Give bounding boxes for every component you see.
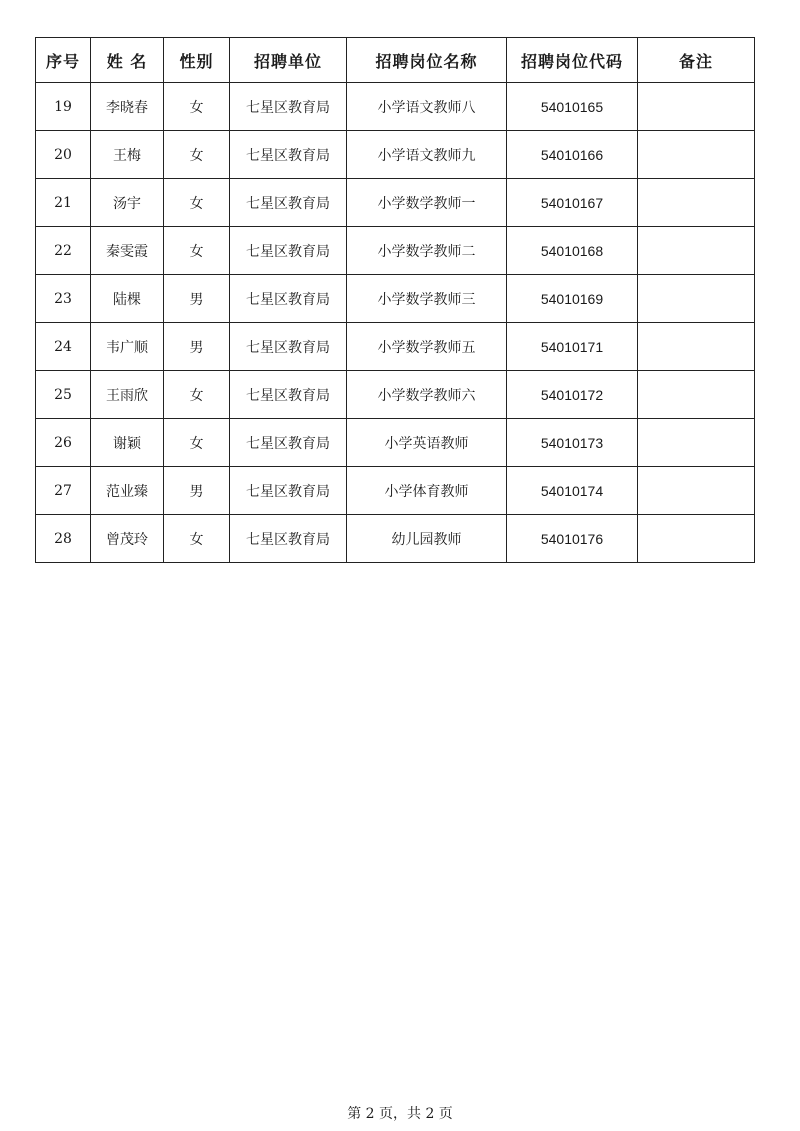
- cell-code: 54010176: [507, 515, 638, 563]
- cell-gender: 男: [164, 467, 230, 515]
- header-gender: 性别: [164, 38, 230, 83]
- cell-seq: 20: [36, 131, 91, 179]
- cell-note: [638, 275, 755, 323]
- cell-seq: 24: [36, 323, 91, 371]
- table-row: [36, 179, 755, 227]
- recruitment-table: [35, 37, 755, 563]
- cell-gender: 男: [164, 275, 230, 323]
- table-row: [36, 131, 755, 179]
- table-row: [36, 275, 755, 323]
- cell-name: 李晓春: [91, 83, 164, 131]
- cell-unit: 七星区教育局: [230, 467, 347, 515]
- page-number-footer: 第 2 页，共 2 页: [347, 1106, 453, 1122]
- table-row: [36, 515, 755, 563]
- cell-code: 54010167: [507, 179, 638, 227]
- cell-seq: 27: [36, 467, 91, 515]
- cell-unit: 七星区教育局: [230, 371, 347, 419]
- cell-position: 幼儿园教师: [347, 515, 507, 563]
- cell-name: 谢颖: [91, 419, 164, 467]
- cell-gender: 女: [164, 419, 230, 467]
- cell-code: 54010172: [507, 371, 638, 419]
- cell-unit: 七星区教育局: [230, 227, 347, 275]
- cell-unit: 七星区教育局: [230, 515, 347, 563]
- cell-name: 范业臻: [91, 467, 164, 515]
- cell-position: 小学体育教师: [347, 467, 507, 515]
- table-row: [36, 227, 755, 275]
- cell-seq: 25: [36, 371, 91, 419]
- table-header-row: [36, 38, 755, 83]
- cell-code: 54010174: [507, 467, 638, 515]
- cell-gender: 女: [164, 227, 230, 275]
- cell-code: 54010165: [507, 83, 638, 131]
- cell-unit: 七星区教育局: [230, 179, 347, 227]
- cell-gender: 女: [164, 371, 230, 419]
- cell-seq: 21: [36, 179, 91, 227]
- cell-seq: 23: [36, 275, 91, 323]
- cell-note: [638, 227, 755, 275]
- cell-gender: 女: [164, 83, 230, 131]
- cell-gender: 女: [164, 179, 230, 227]
- cell-code: 54010173: [507, 419, 638, 467]
- cell-unit: 七星区教育局: [230, 131, 347, 179]
- cell-seq: 26: [36, 419, 91, 467]
- cell-position: 小学数学教师二: [347, 227, 507, 275]
- header-note: 备注: [638, 38, 755, 83]
- cell-code: 54010171: [507, 323, 638, 371]
- cell-seq: 28: [36, 515, 91, 563]
- cell-position: 小学语文教师九: [347, 131, 507, 179]
- table-row: [36, 467, 755, 515]
- cell-code: 54010168: [507, 227, 638, 275]
- cell-position: 小学语文教师八: [347, 83, 507, 131]
- cell-unit: 七星区教育局: [230, 419, 347, 467]
- cell-code: 54010166: [507, 131, 638, 179]
- cell-note: [638, 179, 755, 227]
- table-row: [36, 371, 755, 419]
- cell-seq: 22: [36, 227, 91, 275]
- cell-position: 小学数学教师五: [347, 323, 507, 371]
- cell-name: 韦广顺: [91, 323, 164, 371]
- cell-seq: 19: [36, 83, 91, 131]
- table-row: [36, 323, 755, 371]
- header-unit: 招聘单位: [230, 38, 347, 83]
- cell-note: [638, 83, 755, 131]
- header-position: 招聘岗位名称: [347, 38, 507, 83]
- cell-name: 秦雯霞: [91, 227, 164, 275]
- cell-gender: 女: [164, 515, 230, 563]
- header-name: 姓 名: [91, 38, 164, 83]
- header-seq: 序号: [36, 38, 91, 83]
- cell-note: [638, 515, 755, 563]
- cell-gender: 女: [164, 131, 230, 179]
- header-code: 招聘岗位代码: [507, 38, 638, 83]
- cell-position: 小学数学教师六: [347, 371, 507, 419]
- cell-unit: 七星区教育局: [230, 275, 347, 323]
- cell-note: [638, 323, 755, 371]
- table-row: [36, 83, 755, 131]
- cell-unit: 七星区教育局: [230, 323, 347, 371]
- cell-name: 王梅: [91, 131, 164, 179]
- cell-position: 小学数学教师三: [347, 275, 507, 323]
- cell-name: 汤宇: [91, 179, 164, 227]
- cell-note: [638, 371, 755, 419]
- cell-note: [638, 131, 755, 179]
- cell-position: 小学英语教师: [347, 419, 507, 467]
- cell-unit: 七星区教育局: [230, 83, 347, 131]
- cell-position: 小学数学教师一: [347, 179, 507, 227]
- table-row: [36, 419, 755, 467]
- cell-name: 曾茂玲: [91, 515, 164, 563]
- cell-code: 54010169: [507, 275, 638, 323]
- cell-name: 陆棵: [91, 275, 164, 323]
- cell-note: [638, 419, 755, 467]
- cell-note: [638, 467, 755, 515]
- cell-name: 王雨欣: [91, 371, 164, 419]
- cell-gender: 男: [164, 323, 230, 371]
